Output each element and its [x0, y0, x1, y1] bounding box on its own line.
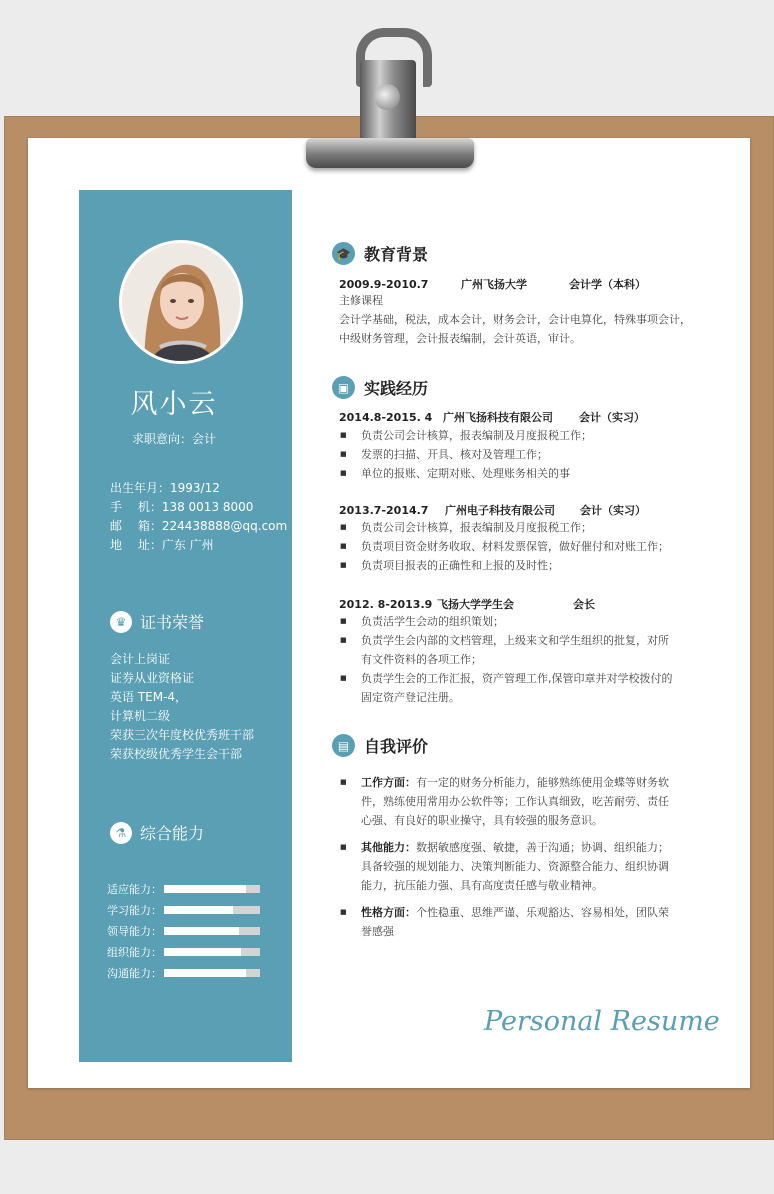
- eval-label: 性格方面：: [361, 906, 416, 919]
- education-entry-head: [339, 276, 646, 292]
- skill-label: 适应能力：: [107, 882, 162, 896]
- experience-title: 实践经历: [364, 379, 429, 398]
- eval-text: 个性稳重、思维严谨、乐观豁达、容易相处，团队荣誉感强: [361, 906, 669, 938]
- job-period: 2012. 8-2013.9: [339, 598, 433, 611]
- duty-item: ■ 负责公司会计核算，报表编制及月度报税工作；: [339, 518, 679, 537]
- cert-list: [110, 650, 254, 764]
- skill-row: [107, 878, 260, 899]
- job-duties: [339, 518, 679, 575]
- skill-bar-fill: [164, 906, 233, 914]
- skill-bar-fill: [164, 927, 239, 935]
- job-duties: [339, 612, 679, 707]
- skills-title: 综合能力: [140, 824, 205, 843]
- skills-list: [107, 878, 260, 983]
- skill-label: 沟通能力：: [107, 966, 162, 980]
- duty-item: ■ 负责公司会计核算，报表编制及月度报税工作；: [339, 426, 679, 445]
- self-eval-header: [332, 734, 428, 757]
- job-period: 2014.8-2015. 4: [339, 411, 433, 424]
- education-header: [332, 242, 428, 265]
- job-org: 广州电子科技有限公司: [445, 504, 555, 517]
- courses-line: 会计学基础，税法，成本会计，财务会计，会计电算化，特殊事项会计，: [339, 313, 691, 326]
- courses-label: 主修课程: [339, 294, 383, 307]
- skill-bar-track: [164, 927, 260, 935]
- eval-text: 有一定的财务分析能力，能够熟练使用金蝶等财务软件，熟练使用常用办公软件等；工作认真细致，吃苦耐劳、责任心强、有良好的职业操守，具有较强的服务意识。: [361, 776, 669, 827]
- duty-item: ■ 单位的报账、定期对账、处理账务相关的事: [339, 464, 679, 483]
- job-role: 会计（实习）: [579, 411, 645, 424]
- cert-item: 会计上岗证: [110, 652, 171, 666]
- cert-item: 计算机二级: [110, 709, 171, 723]
- job-org: 飞扬大学学生会: [437, 598, 514, 611]
- education-major: 会计学（本科）: [569, 278, 646, 291]
- skill-bar-track: [164, 969, 260, 977]
- eval-text: 数据敏感度强、敏捷，善于沟通；协调、组织能力；具备较强的规划能力、决策判断能力、资源整合能力、组织协调能力，抗压能力强、具有高度责任感与敬业精神。: [361, 841, 669, 892]
- skill-bar-track: [164, 885, 260, 893]
- eval-item: [339, 838, 679, 895]
- flask-icon: ⚗: [110, 822, 132, 844]
- applicant-name: 风小云: [130, 389, 218, 420]
- duty-item: ■ 发票的扫描、开具、核对及管理工作；: [339, 445, 679, 464]
- graduation-cap-icon: 🎓: [332, 242, 355, 265]
- self-eval-list: [339, 773, 679, 949]
- avatar: [119, 240, 243, 364]
- job-head: [339, 596, 595, 612]
- clip-base: [306, 138, 474, 168]
- experience-header: [332, 376, 428, 399]
- cert-item: 荣获三次年度校优秀班干部: [110, 728, 255, 742]
- eval-label: 其他能力：: [361, 841, 416, 854]
- duty-item: ■ 负责学生会内部的文档管理，上级来文和学生组织的批复，对所有文件资料的各项工作；: [339, 631, 679, 669]
- job-period: 2013.7-2014.7: [339, 504, 429, 517]
- avatar-portrait-icon: [122, 243, 240, 361]
- skill-bar-fill: [164, 948, 241, 956]
- cert-title: 证书荣誉: [140, 613, 205, 632]
- skill-label: 领导能力：: [107, 924, 162, 938]
- duty-item: ■ 负责项目资金财务收取、材料发票保管，做好催付和对账工作；: [339, 537, 679, 556]
- duty-item: ■ 负责活学生会动的组织策划；: [339, 612, 679, 631]
- clip-rivet: [374, 84, 400, 110]
- education-period: 2009.9-2010.7: [339, 278, 429, 291]
- skill-row: [107, 941, 260, 962]
- info-address: 地 址：广东 广州: [110, 538, 214, 552]
- cert-section-header: [110, 610, 204, 633]
- cert-item: 英语 TEM-4，: [110, 690, 188, 704]
- skill-label: 学习能力：: [107, 903, 162, 917]
- info-email: 邮 箱：224438888@qq.com: [110, 519, 288, 533]
- duty-item: ■ 负责学生会的工作汇报，资产管理工作,保管印章并对学校拨付的固定资产登记注册。: [339, 669, 679, 707]
- signature-text: Personal Resume: [484, 1006, 720, 1037]
- eval-item: [339, 903, 679, 941]
- duty-item: ■ 负责项目报表的正确性和上报的及时性；: [339, 556, 679, 575]
- education-title: 教育背景: [364, 245, 429, 264]
- cert-item: 荣获校级优秀学生会干部: [110, 747, 243, 761]
- skill-row: [107, 899, 260, 920]
- skill-row: [107, 962, 260, 983]
- job-head: [339, 502, 646, 518]
- skill-bar-fill: [164, 885, 246, 893]
- skill-bar-track: [164, 948, 260, 956]
- info-birth: 出生年月：1993/12: [110, 481, 220, 495]
- cert-item: 证券从业资格证: [110, 671, 195, 685]
- skill-row: [107, 920, 260, 941]
- job-intent: 求职意向：会计: [131, 432, 216, 446]
- sidebar: [79, 190, 292, 1062]
- skill-bar-fill: [164, 969, 246, 977]
- job-org: 广州飞扬科技有限公司: [443, 411, 553, 424]
- self-eval-title: 自我评价: [364, 737, 429, 756]
- skill-label: 组织能力：: [107, 945, 162, 959]
- job-role: 会计（实习）: [580, 504, 646, 517]
- trophy-icon: ♛: [110, 611, 132, 633]
- education-school: 广州飞扬大学: [461, 278, 527, 291]
- job-role: 会长: [573, 598, 595, 611]
- courses-line: 中级财务管理，会计报表编制，会计英语，审计。: [339, 332, 581, 345]
- document-icon: ▤: [332, 734, 355, 757]
- info-phone: 手 机：138 0013 8000: [110, 500, 254, 514]
- job-duties: [339, 426, 679, 483]
- skills-section-header: [110, 821, 204, 844]
- contact-info: [110, 479, 290, 555]
- briefcase-icon: ▣: [332, 376, 355, 399]
- eval-label: 工作方面：: [361, 776, 416, 789]
- skill-bar-track: [164, 906, 260, 914]
- eval-item: [339, 773, 679, 830]
- job-head: [339, 409, 645, 425]
